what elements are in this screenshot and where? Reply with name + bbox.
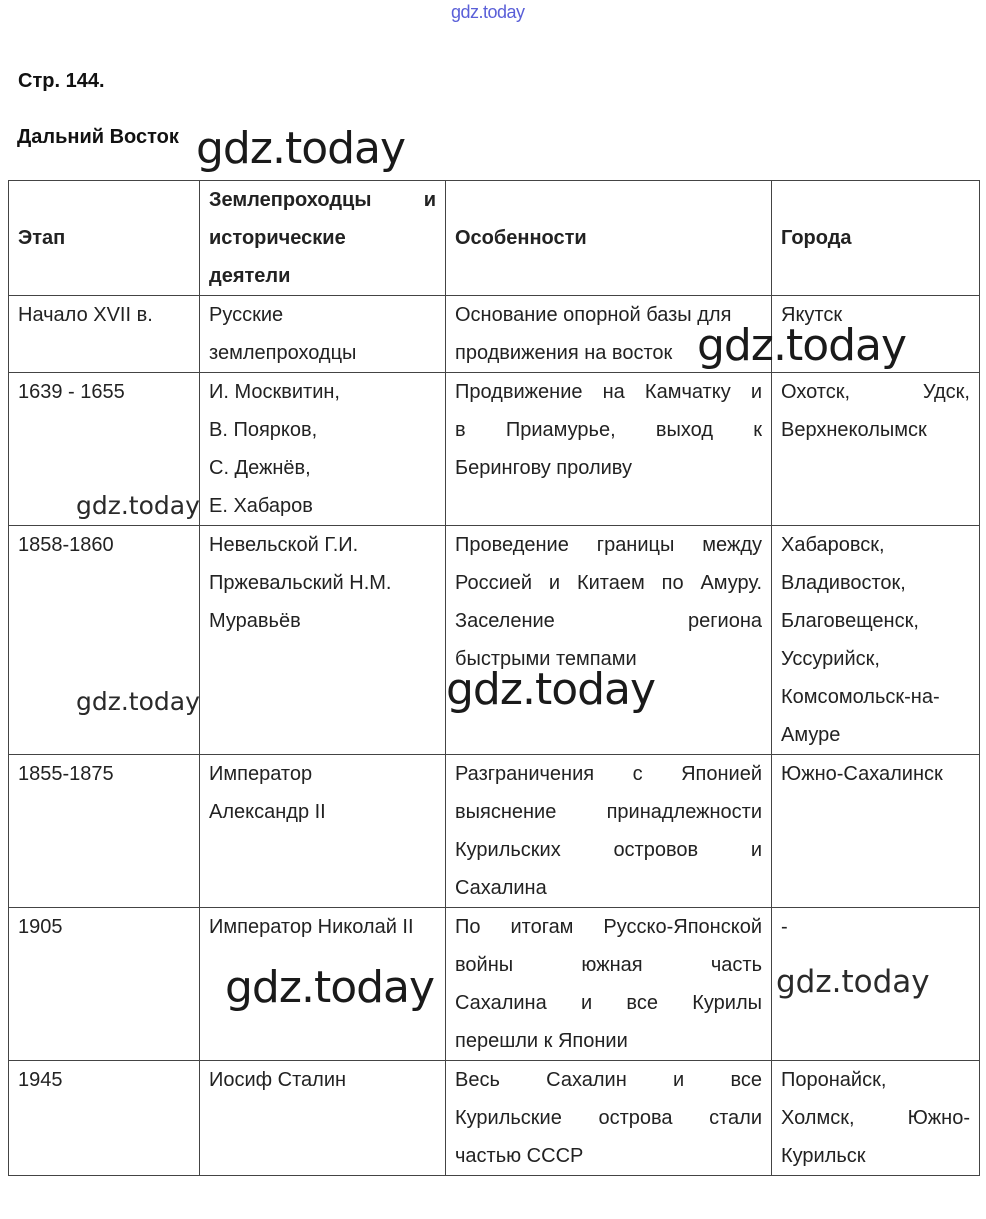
cities-line: Амуре [781,724,841,746]
header-people [200,181,446,296]
cell-cities [772,755,980,908]
people-line: Е. Хабаров [209,495,313,517]
features-line: частью СССР [455,1145,584,1167]
cities-line: Владивосток, [781,572,906,594]
people-line: С. Дежнёв, [209,457,311,479]
cell-features [446,526,772,755]
features-line: Берингову проливу [455,457,632,479]
features-line: быстрыми темпами [455,648,637,670]
features-line: Продвижение на Камчатку и [455,381,762,403]
watermark-text: gdz.today [446,664,656,715]
features-line: По итогам Русско-Японской [455,916,762,938]
cities-line: Уссурийск, [781,648,880,670]
header-people-line: исторические [209,227,346,249]
features-line: выяснение принадлежности [455,801,762,823]
watermark-text: gdz.today [76,491,200,520]
people-line: землепроходцы [209,342,357,364]
people-line: Император Николай II [209,916,414,938]
cities-line: Охотск, Удск, [781,381,970,403]
features-line: Курильские острова стали [455,1107,762,1129]
features-line: Сахалина и все Курилы [455,992,762,1014]
cell-cities [772,526,980,755]
cities-line: Якутск [781,304,843,326]
features-line: Курильских островов и [455,839,762,861]
table-header-row [9,181,980,296]
section-title: Дальний Восток [17,126,179,148]
page-reference: Стр. 144. [18,70,105,92]
cities-line: Верхнеколымск [781,419,927,441]
cell-people [200,755,446,908]
cities-line: Холмск, Южно- [781,1107,970,1129]
features-line: Разграничения с Японией [455,763,762,785]
cell-cities [772,373,980,526]
cell-people [200,1061,446,1176]
cities-line: Южно-Сахалинск [781,763,943,785]
people-line: В. Поярков, [209,419,318,441]
table-row [9,1061,980,1176]
cities-line: Благовещенск, [781,610,919,632]
header-stage: Этап [9,181,200,296]
features-line: Россией и Китаем по Амуру. [455,572,762,594]
cities-line: Хабаровск, [781,534,885,556]
cell-features [446,1061,772,1176]
cities-line: Поронайск, [781,1069,887,1091]
features-line: Основание опорной базы для [455,304,732,326]
cell-people [200,526,446,755]
watermark-text: gdz.today [225,962,435,1013]
features-line: войны южная часть [455,954,762,976]
cities-line: Комсомольск-на- [781,686,940,708]
features-line: перешли к Японии [455,1030,628,1052]
cell-stage: 1855-1875 [9,755,200,908]
features-line: Весь Сахалин и все [455,1069,762,1091]
cell-people [200,373,446,526]
people-line: Русские [209,304,284,326]
watermark-text: gdz.today [196,123,406,174]
watermark-text: gdz.today [76,687,200,716]
watermark-text: gdz.today [776,964,930,1000]
top-watermark: gdz.today [451,2,525,22]
header-cities: Города [772,181,980,296]
people-line: Муравьёв [209,610,301,632]
cell-stage: 1945 [9,1061,200,1176]
cell-features [446,908,772,1061]
table-row [9,755,980,908]
people-line: Император [209,763,313,785]
cell-stage: 1858-1860 [9,526,200,755]
cell-stage: Начало XVII в. [9,296,200,373]
people-line: И. Москвитин, [209,381,340,403]
cell-features [446,755,772,908]
table-row [9,526,980,755]
cell-stage: 1905 [9,908,200,1061]
features-line: продвижения на восток [455,342,673,364]
people-line: Невельской Г.И. [209,534,359,556]
header-features: Особенности [446,181,772,296]
cell-people [200,296,446,373]
features-line: Сахалина [455,877,547,899]
cell-stage: 1639 - 1655 [9,373,200,526]
features-line: Заселение региона [455,610,762,632]
header-people-line: Землепроходцы и [209,189,436,211]
people-line: Александр II [209,801,326,823]
cell-features [446,373,772,526]
cell-cities [772,1061,980,1176]
features-line: в Приамурье, выход к [455,419,762,441]
cities-line: - [781,916,788,938]
people-line: Пржевальский Н.М. [209,572,392,594]
watermark-text: gdz.today [697,320,907,371]
features-line: Проведение границы между [455,534,762,556]
people-line: Иосиф Сталин [209,1069,347,1091]
cities-line: Курильск [781,1145,866,1167]
header-people-line: деятели [209,265,291,287]
